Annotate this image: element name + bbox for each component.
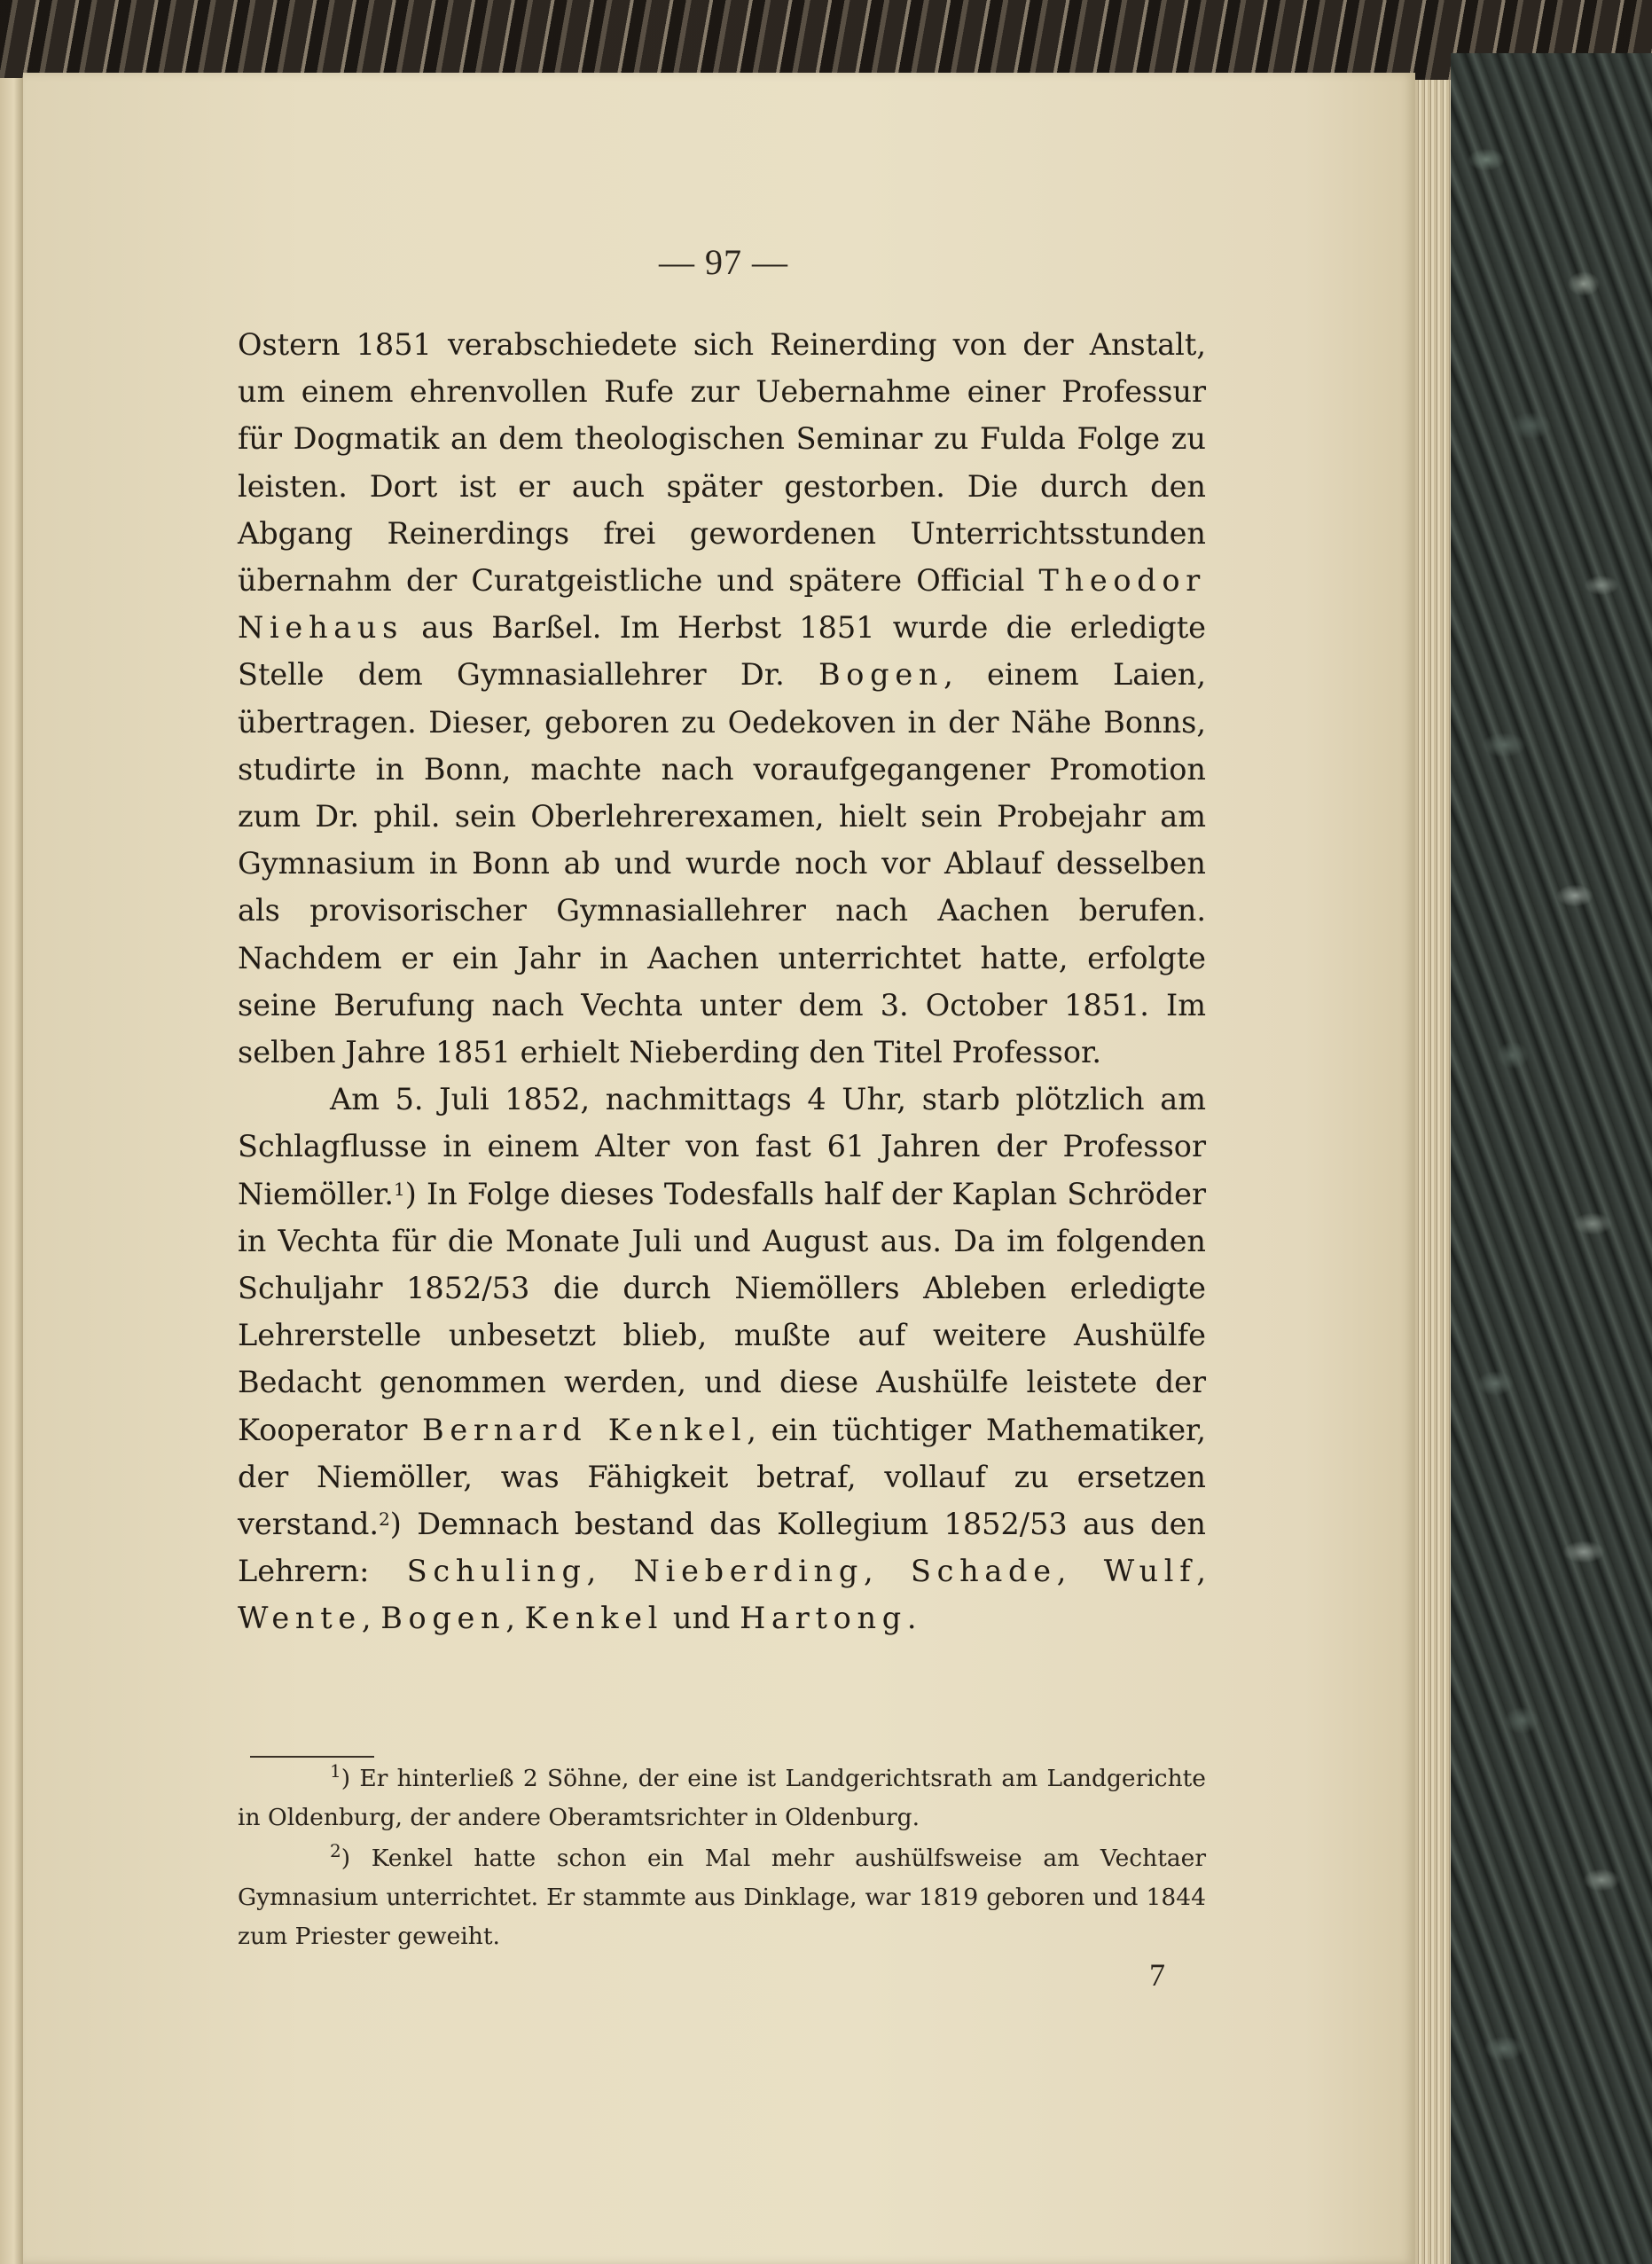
page-edges — [1415, 80, 1451, 2264]
paragraph-2-part-a: Am 5. Juli 1852, nachmittags 4 Uhr, starb plötzlich am Schlagflusse in einem Alter von fast 61 Jahren der Professor Niemöller. — [238, 1082, 1206, 1211]
name-theodor-niehaus: Theodor Niehaus — [238, 563, 1206, 646]
sentence-end: . — [906, 1601, 917, 1636]
paragraph-2-part-b: ) In Folge dieses Todesfalls half der Kaplan Schröder in Vechta für die Monate Juli und August aus. Da im folgenden Schuljahr 1852/53 die durch Niemöllers Ableben erledigte Lehrerstelle unbesetzt blieb, mußte auf weitere Aushülfe Bedacht genommen werden, und diese Aushülfe leistete der Kooperator — [238, 1176, 1206, 1447]
separator: , — [505, 1601, 525, 1636]
teacher-name: Wente — [238, 1601, 362, 1636]
footnote-2 — [238, 1839, 1206, 1956]
teacher-name: Nieberding — [633, 1554, 864, 1589]
teacher-name: Bogen — [380, 1601, 506, 1636]
separator: , — [1056, 1554, 1104, 1589]
footnote-marker: 2 — [330, 1840, 341, 1861]
name-bernard-kenkel: Bernard Kenkel — [422, 1412, 748, 1447]
footnote-text: ) Er hinterließ 2 Söhne, der eine ist Landgerichtsrath am Landgerichte in Oldenburg, der andere Oberamtsrichter in Oldenburg. — [238, 1765, 1206, 1831]
paragraph-1-part-a: Ostern 1851 verabschiedete sich Reinerding von der Anstalt, um einem ehrenvollen Rufe zur Uebernahme einer Professur für Dogmatik an dem theologischen Seminar zu Fulda Folge zu leisten. Dort ist er auch später gestorben. Die durch den Abgang Reinerdings frei gewordenen Unterrichtsstunden übernahm der Curatgeistliche und spätere Official — [238, 327, 1206, 599]
footnote-marker: 1 — [330, 1760, 341, 1782]
signature-mark: 7 — [1149, 1957, 1165, 1993]
teacher-name: Schade — [911, 1554, 1057, 1589]
marbled-cover — [1451, 53, 1652, 2264]
teacher-name: Schuling — [406, 1554, 587, 1589]
paragraph-2-part-d: ) Demnach bestand das Kollegium 1852/53 aus den Lehrern: — [238, 1507, 1206, 1589]
footnote-ref-1: 1 — [394, 1178, 405, 1200]
footnotes — [238, 1759, 1206, 1956]
separator: , — [1196, 1554, 1206, 1589]
footnote-text: ) Kenkel hatte schon ein Mal mehr aushülfsweise am Vechtaer Gymnasium unterrichtet. Er stammte aus Dinklage, war 1819 geboren und 1844 zum Priester geweiht. — [238, 1845, 1206, 1950]
separator: , — [863, 1554, 911, 1589]
paragraph-2 — [238, 1076, 1206, 1641]
separator: , — [586, 1554, 634, 1589]
paragraph-1-part-b: aus Barßel. Im Herbst 1851 wurde die erledigte Stelle dem Gymnasiallehrer Dr. — [238, 610, 1206, 693]
binding-strip — [0, 0, 1652, 82]
footnote-1 — [238, 1759, 1206, 1837]
footnote-ref-2: 2 — [379, 1508, 390, 1531]
left-page-edge — [0, 78, 23, 2264]
separator: , — [361, 1601, 381, 1636]
separator: und — [663, 1601, 740, 1636]
teacher-name: Hartong — [740, 1601, 907, 1636]
name-bogen: Bogen — [818, 657, 944, 693]
paragraph-2-part-c: , ein tüchtiger Mathematiker, der Niemöller, was Fähigkeit betraf, vollauf zu ersetzen verstand. — [238, 1412, 1206, 1542]
paragraph-1-part-c: , einem Laien, übertragen. Dieser, geboren zu Oedekoven in der Nähe Bonns, studirte in Bonn, machte nach voraufgegangener Promotion zum Dr. phil. sein Oberlehrerexamen, hielt sein Probejahr am Gymnasium in Bonn ab und wurde noch vor Ablauf desselben als provisorischer Gymnasiallehrer nach Aachen berufen. Nachdem er ein Jahr in Aachen unterrichtet hatte, erfolgte seine Berufung nach Vechta unter dem 3. October 1851. Im selben Jahre 1851 erhielt Nieberding den Titel Professor. — [238, 657, 1206, 1070]
body-text — [238, 321, 1206, 1642]
teacher-name: Wulf — [1103, 1554, 1197, 1589]
teacher-name: Kenkel — [524, 1601, 664, 1636]
paragraph-1 — [238, 321, 1206, 1076]
footnote-rule — [250, 1756, 374, 1758]
page-number: — 97 — — [659, 242, 788, 282]
